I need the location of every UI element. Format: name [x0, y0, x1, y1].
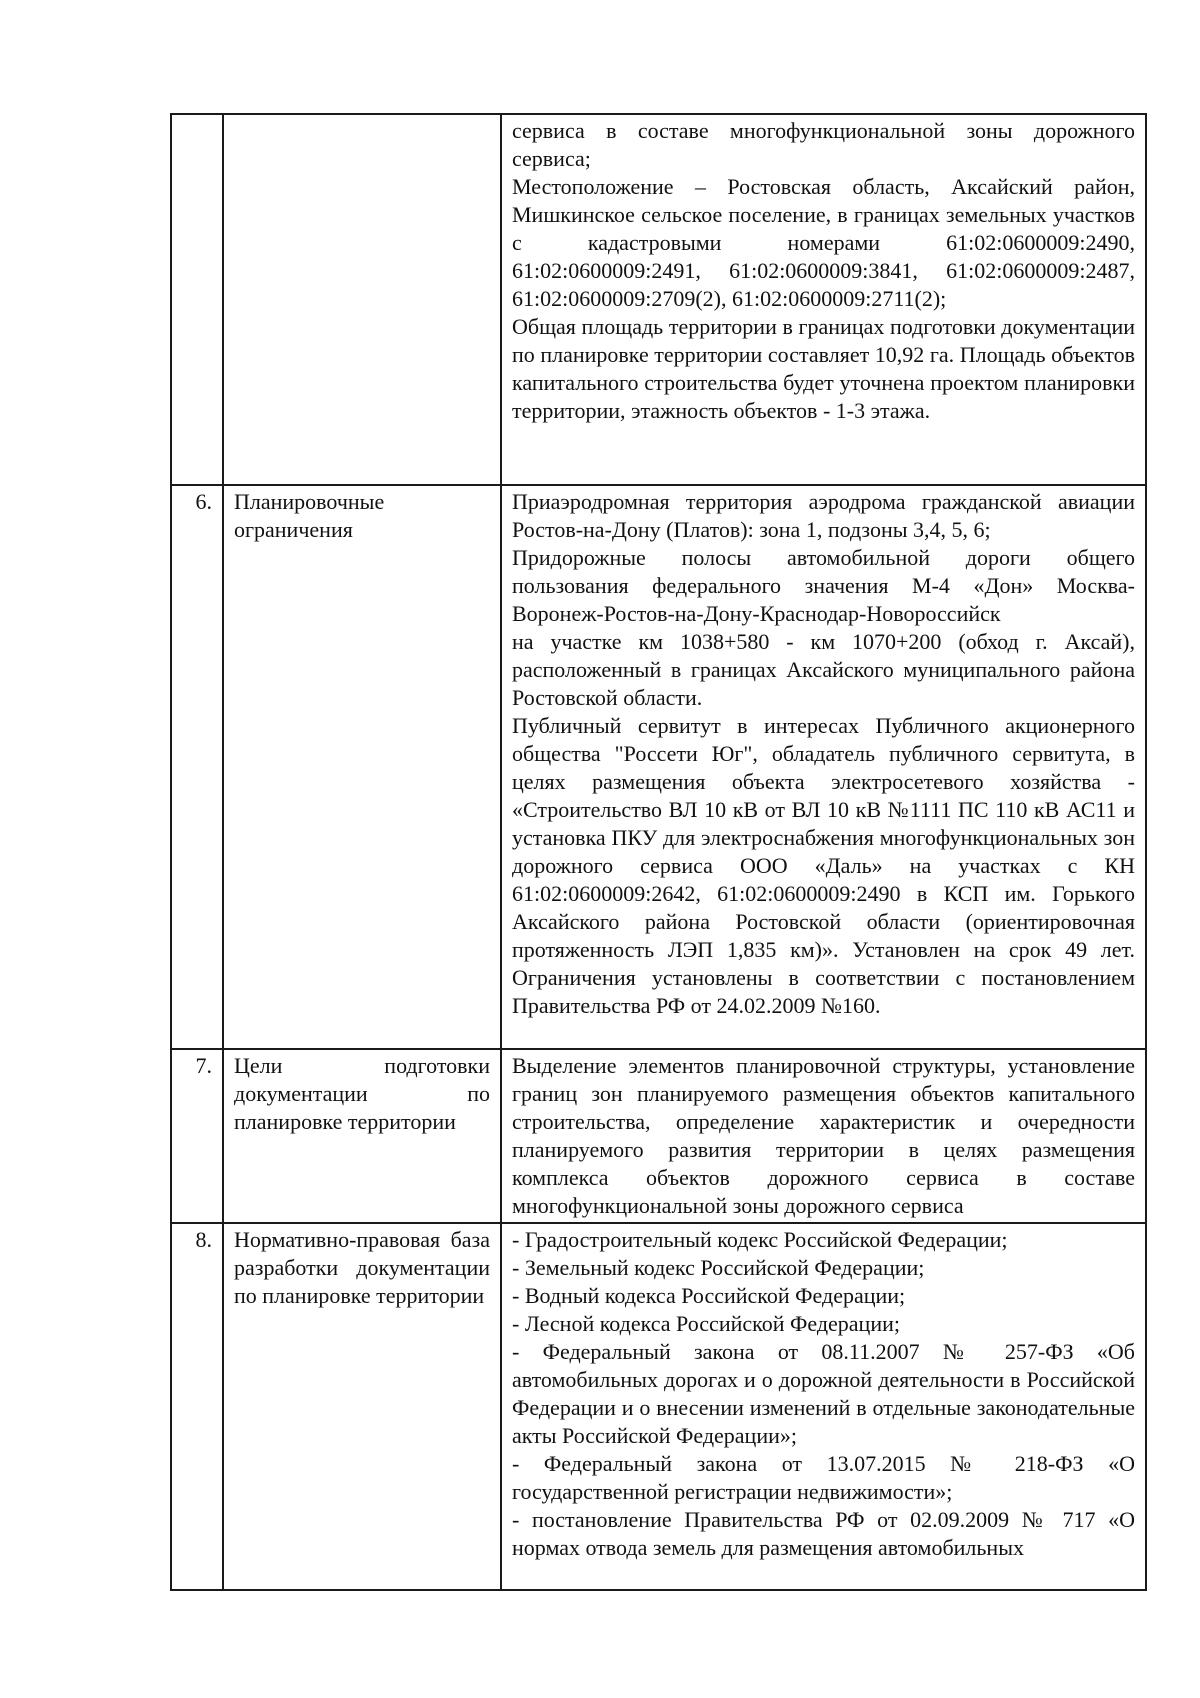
paragraph: - Федеральный закона от 08.11.2007 № 257-ФЗ «Об автомобильных дорогах и о дорожной деятельности в Российской Федерации и о внесении изменений в отдельные законодательные акты Российской Федерации»;: [512, 1339, 1135, 1448]
paragraph: - Градостроительный кодекс Российской Федерации;: [512, 1227, 1008, 1252]
row-content: [501, 1049, 1146, 1223]
row-number: 7.: [171, 1049, 223, 1223]
paragraph: Публичный сервитут в интересах Публичного акционерного общества "Россети Юг", обладатель публичного сервитута, в целях размещения объекта электросетевого хозяйства - «Строительство ВЛ 10 кВ от ВЛ 10 кВ №1111 ПС 110 кВ АС11 и установка ПКУ для электроснабжения многофункциональных зон дорожного сервиса ООО «Даль» на участках с КН 61:02:0600009:2642, 61:02:0600009:2490 в КСП им. Горького Аксайского района Ростовской области (ориентировочная протяженность ЛЭП 1,835 км)». Установлен на срок 49 лет. Ограничения установлены в соответствии с постановлением Правительства РФ от 24.02.2009 №160.: [512, 713, 1135, 1018]
paragraph: - постановление Правительства РФ от 02.09.2009 № 717 «О нормах отвода земель для размещения автомобильных: [512, 1507, 1135, 1560]
row-content: [501, 485, 1146, 1049]
paragraph: Выделение элементов планировочной структуры, установление границ зон планируемого размещения объектов капитального строительства, определение характеристик и очередности планируемого развития территории в целях размещения комплекса объектов дорожного сервиса в составе многофункциональной зоны дорожного сервиса: [512, 1053, 1135, 1218]
row-number: 8.: [171, 1223, 223, 1590]
row-content: [501, 114, 1146, 485]
row-heading: Цели подготовки документации по планировке территории: [223, 1049, 501, 1223]
paragraph: сервиса в составе многофункциональной зоны дорожного сервиса;: [512, 118, 1135, 171]
table-row: [171, 1223, 1146, 1590]
paragraph: Местоположение – Ростовская область, Аксайский район, Мишкинское сельское поселение, в границах земельных участков с кадастровыми номерами 61:02:0600009:2490, 61:02:0600009:2491, 61:02:0600009:3841, 61:02:0600009:2487, 61:02:0600009:2709(2), 61:02:0600009:2711(2);: [512, 174, 1135, 311]
row-heading: Нормативно-правовая база разработки документации по планировке территории: [223, 1223, 501, 1590]
row-number: 6.: [171, 485, 223, 1049]
paragraph: - Лесной кодекса Российской Федерации;: [512, 1311, 900, 1336]
row-content: [501, 1223, 1146, 1590]
table-row: [171, 114, 1146, 485]
paragraph: Общая площадь территории в границах подготовки документации по планировке территории составляет 10,92 га. Площадь объектов капитального строительства будет уточнена проектом планировки территории, этажность объектов - 1-3 этажа.: [512, 314, 1135, 423]
paragraph: на участке км 1038+580 - км 1070+200 (обход г. Аксай), расположенный в границах Аксайского муниципального района Ростовской области.: [512, 629, 1135, 710]
paragraph: - Земельный кодекс Российской Федерации;: [512, 1255, 925, 1280]
paragraph: Придорожные полосы автомобильной дороги общего пользования федерального значения М-4 «Дон» Москва-Воронеж-Ростов-на-Дону-Краснодар-Новороссийск: [512, 545, 1135, 626]
paragraph: Приаэродромная территория аэродрома гражданской авиации Ростов-на-Дону (Платов): зона 1, подзоны 3,4, 5, 6;: [512, 489, 1135, 542]
table-row: [171, 485, 1146, 1049]
paragraph: - Федеральный закона от 13.07.2015 № 218-ФЗ «О государственной регистрации недвижимости»;: [512, 1451, 1135, 1504]
row-number: [171, 114, 223, 485]
requirements-table: [170, 113, 1147, 1591]
paragraph: - Водный кодекса Российской Федерации;: [512, 1283, 906, 1308]
table-row: [171, 1049, 1146, 1223]
row-heading: [223, 114, 501, 485]
row-heading: Планировочные ограничения: [223, 485, 501, 1049]
